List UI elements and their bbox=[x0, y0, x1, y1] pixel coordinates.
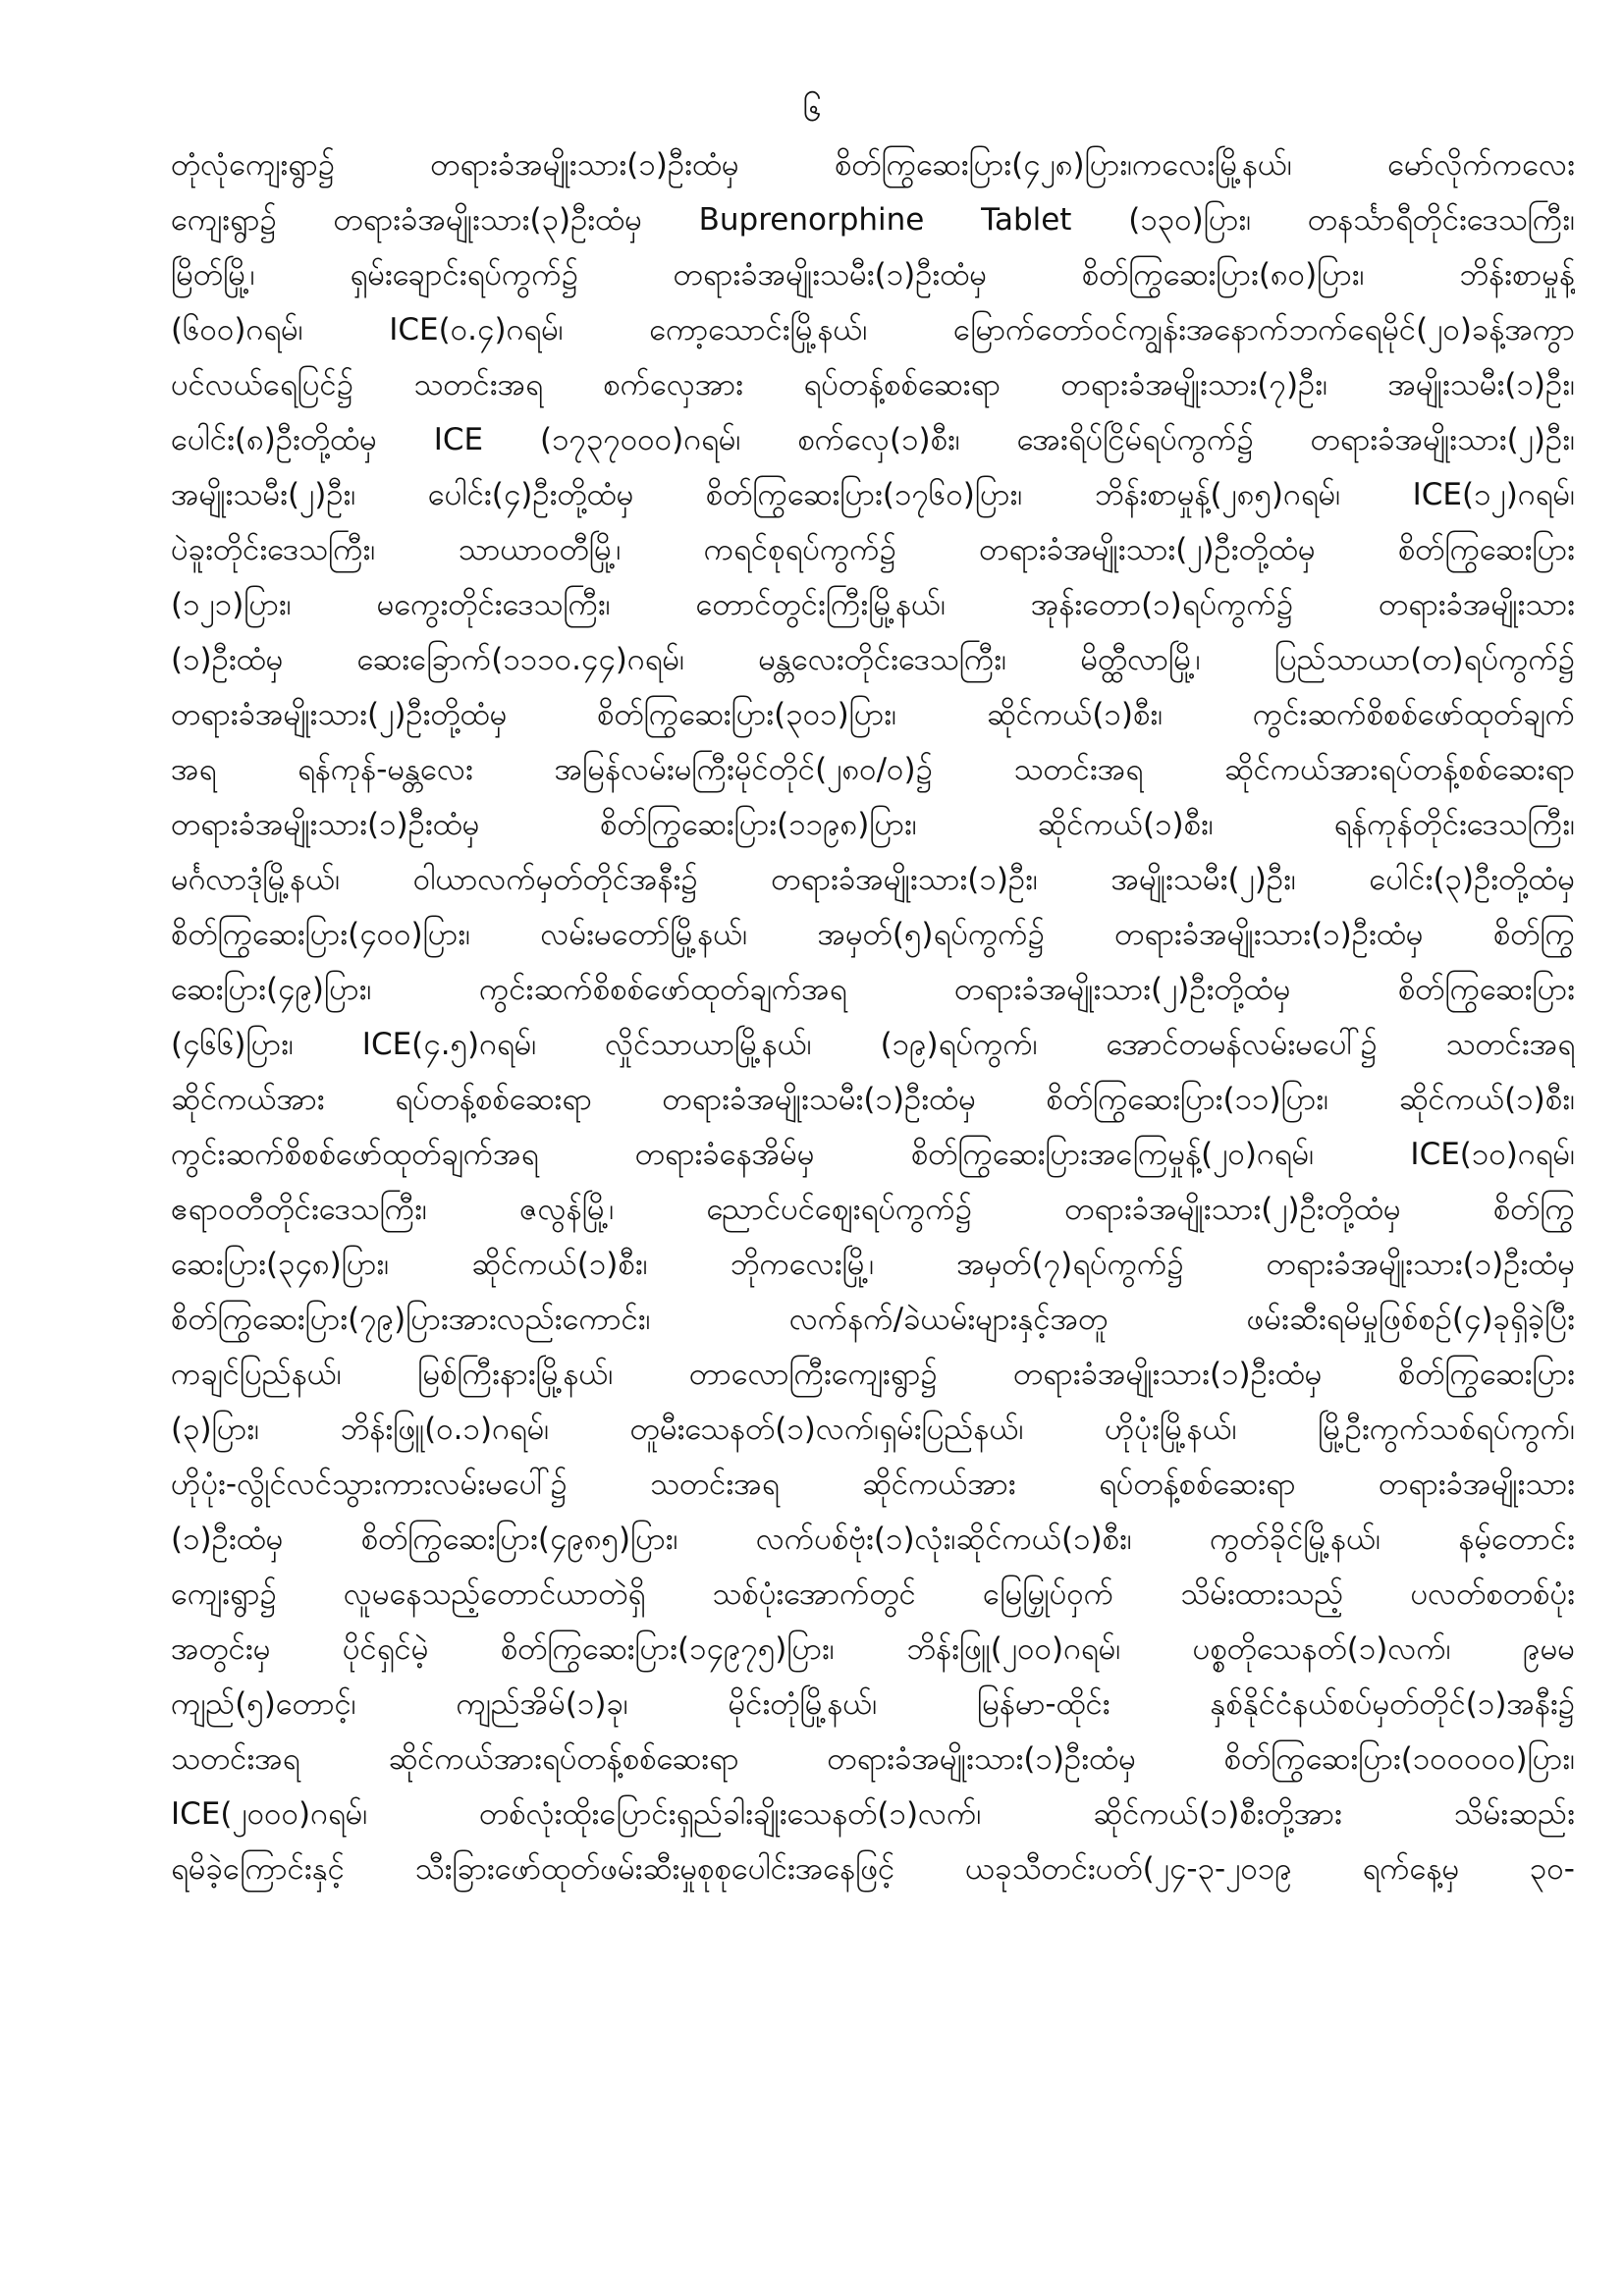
text-line: (၁၂၁)ပြား၊ မကွေးတိုင်းဒေသကြီး၊ တောင်တွင်းကြီးမြို့နယ်၊ အုန်းတော(၁)ရပ်ကွက်၌ တရားခံအမျိုးသား bbox=[171, 587, 1575, 622]
text-line: မင်္ဂလာဒုံမြို့နယ်၊ ဝါယာလက်မှတ်တိုင်အနီး၌ တရားခံအမျိုးသား(၁)ဦး၊ အမျိုးသမီး(၂)ဦး၊ ပေါင်း(၃)ဦးတို့ထံမှ bbox=[171, 862, 1575, 897]
page-number: ၆ bbox=[802, 90, 822, 130]
text-line: ပေါင်း(၈)ဦးတို့ထံမှ ICE (၁၇၃၇၀၀၀)ဂရမ်၊ စက်လှေ(၁)စီး၊ အေးရိပ်ငြိမ်ရပ်ကွက်၌ တရားခံအမျိုးသား(၂)ဦး၊ bbox=[171, 422, 1575, 457]
text-line: (၆၀၀)ဂရမ်၊ ICE(၀.၄)ဂရမ်၊ ကော့သောင်းမြို့နယ်၊ မြောက်တော်ဝင်ကျွန်းအနောက်ဘက်ရေမိုင်(၂၀)ခန့်အကွာ bbox=[171, 312, 1575, 347]
text-line: ကျည်(၅)တောင့်၊ ကျည်အိမ်(၁)ခု၊ မိုင်းတုံမြို့နယ်၊ မြန်မာ-ထိုင်း နှစ်နိုင်ငံနယ်စပ်မှတ်တိုင်(၁)အနီး၌ bbox=[171, 1686, 1575, 1722]
text-line: ပင်လယ်ရေပြင်၌ သတင်းအရ စက်လှေအား ရပ်တန့်စစ်ဆေးရာ တရားခံအမျိုးသား(၇)ဦး၊ အမျိုးသမီး(၁)ဦး၊ bbox=[171, 367, 1575, 402]
text-line: ကျေးရွာ၌ လူမနေသည့်တောင်ယာတဲရှိ သစ်ပုံးအောက်တွင် မြေမြှုပ်ဝှက် သိမ်းထားသည့် ပလတ်စတစ်ပုံး bbox=[171, 1576, 1575, 1612]
text-line: ICE(၂၀၀၀)ဂရမ်၊ တစ်လုံးထိုးပြောင်းရှည်ခါးချိုးသေနတ်(၁)လက်၊ ဆိုင်ကယ်(၁)စီးတို့အား သိမ်းဆည်း bbox=[171, 1796, 1575, 1832]
text-line: ကချင်ပြည်နယ်၊ မြစ်ကြီးနားမြို့နယ်၊ တာလောကြီးကျေးရွာ၌ တရားခံအမျိုးသား(၁)ဦးထံမှ စိတ်ကြွဆေးပြား bbox=[171, 1357, 1575, 1392]
text-line: ကျေးရွာ၌ တရားခံအမျိုးသား(၃)ဦးထံမှ Buprenorphine Tablet (၁၃၀)ပြား၊ တနင်္သာရီတိုင်းဒေသကြီး၊ bbox=[171, 202, 1575, 238]
text-line: (၄၆၆)ပြား၊ ICE(၄.၅)ဂရမ်၊ လှိုင်သာယာမြို့နယ်၊ (၁၉)ရပ်ကွက်၊ အောင်တမန်လမ်းမပေါ်၌ သတင်းအရ bbox=[171, 1027, 1575, 1062]
text-line: ဆေးပြား(၃၄၈)ပြား၊ ဆိုင်ကယ်(၁)စီး၊ ဘိုကလေးမြို့၊ အမှတ်(၇)ရပ်ကွက်၌ တရားခံအမျိုးသား(၁)ဦးထံမှ bbox=[171, 1247, 1575, 1282]
text-line: အတွင်းမှ ပိုင်ရှင်မဲ့ စိတ်ကြွဆေးပြား(၁၄၉၇၅)ပြား၊ ဘိန်းဖြူ(၂၀၀)ဂရမ်၊ ပစ္စတိုသေနတ်(၁)လက်၊ ၉မမ bbox=[171, 1631, 1575, 1667]
text-line: သတင်းအရ ဆိုင်ကယ်အားရပ်တန့်စစ်ဆေးရာ တရားခံအမျိုးသား(၁)ဦးထံမှ စိတ်ကြွဆေးပြား(၁၀၀၀၀၀)ပြား၊ bbox=[171, 1741, 1575, 1777]
body-paragraph bbox=[171, 137, 1575, 1896]
text-line: ဆိုင်ကယ်အား ရပ်တန့်စစ်ဆေးရာ တရားခံအမျိုးသမီး(၁)ဦးထံမှ စိတ်ကြွဆေးပြား(၁၁)ပြား၊ ဆိုင်ကယ်(၁)စီး၊ bbox=[171, 1082, 1575, 1117]
text-line: (၁)ဦးထံမှ စိတ်ကြွဆေးပြား(၄၉၈၅)ပြား၊ လက်ပစ်ဗုံး(၁)လုံး၊ဆိုင်ကယ်(၁)စီး၊ ကွတ်ခိုင်မြို့နယ်၊ နမ့်တောင်း bbox=[171, 1522, 1575, 1557]
text-line: တရားခံအမျိုးသား(၂)ဦးတို့ထံမှ စိတ်ကြွဆေးပြား(၃၀၁)ပြား၊ ဆိုင်ကယ်(၁)စီး၊ ကွင်းဆက်စိစစ်ဖော်ထုတ်ချက် bbox=[171, 697, 1575, 732]
text-line: အမျိုးသမီး(၂)ဦး၊ ပေါင်း(၄)ဦးတို့ထံမှ စိတ်ကြွဆေးပြား(၁၇၆၀)ပြား၊ ဘိန်းစာမှုန့်(၂၈၅)ဂရမ်၊ ICE(၁၂)ဂရမ်၊ bbox=[171, 477, 1575, 512]
text-line: (၃)ပြား၊ ဘိန်းဖြူ(၀.၁)ဂရမ်၊ တူမီးသေနတ်(၁)လက်၊ရှမ်းပြည်နယ်၊ ဟိုပုံးမြို့နယ်၊ မြို့ဦးကွက်သစ်ရပ်ကွက်၊ bbox=[171, 1412, 1575, 1447]
text-line: ဆေးပြား(၄၉)ပြား၊ ကွင်းဆက်စိစစ်ဖော်ထုတ်ချက်အရ တရားခံအမျိုးသား(၂)ဦးတို့ထံမှ စိတ်ကြွဆေးပြား bbox=[171, 972, 1575, 1007]
text-line: ရမိခဲ့ကြောင်းနှင့် သီးခြားဖော်ထုတ်ဖမ်းဆီးမှုစုစုပေါင်းအနေဖြင့် ယခုသီတင်းပတ်(၂၄-၃-၂၀၁၉ ရက်နေ့မှ ၃၀- bbox=[171, 1851, 1575, 1887]
text-line: တုံလုံကျေးရွာ၌ တရားခံအမျိုးသား(၁)ဦးထံမှ စိတ်ကြွဆေးပြား(၄၂၈)ပြား၊ကလေးမြို့နယ်၊ မော်လိုက်ကလေး bbox=[171, 147, 1575, 183]
text-line: စိတ်ကြွဆေးပြား(၇၉)ပြားအားလည်းကောင်း၊ လက်နက်/ခဲယမ်းများနှင့်အတူ ဖမ်းဆီးရမိမှုဖြစ်စဉ်(၄)ခုရှိခဲ့ပြီး bbox=[171, 1302, 1575, 1337]
text-line: စိတ်ကြွဆေးပြား(၄၀၀)ပြား၊ လမ်းမတော်မြို့နယ်၊ အမှတ်(၅)ရပ်ကွက်၌ တရားခံအမျိုးသား(၁)ဦးထံမှ စိတ်ကြွ bbox=[171, 917, 1575, 952]
text-line: မြိတ်မြို့၊ ရှမ်းချောင်းရပ်ကွက်၌ တရားခံအမျိုးသမီး(၁)ဦးထံမှ စိတ်ကြွဆေးပြား(၈၀)ပြား၊ ဘိန်းစာမှုန့် bbox=[171, 257, 1575, 293]
text-line: (၁)ဦးထံမှ ဆေးခြောက်(၁၁၁၀.၄၄)ဂရမ်၊ မန္တလေးတိုင်းဒေသကြီး၊ မိတ္ထီလာမြို့၊ ပြည်သာယာ(တ)ရပ်ကွက်၌ bbox=[171, 642, 1575, 677]
text-line: ကွင်းဆက်စိစစ်ဖော်ထုတ်ချက်အရ တရားခံနေအိမ်မှ စိတ်ကြွဆေးပြားအကြေမှုန့်(၂၀)ဂရမ်၊ ICE(၁၀)ဂရမ်၊ bbox=[171, 1137, 1575, 1172]
text-line: ပဲခူးတိုင်းဒေသကြီး၊ သာယာဝတီမြို့၊ ကရင်စုရပ်ကွက်၌ တရားခံအမျိုးသား(၂)ဦးတို့ထံမှ စိတ်ကြွဆေးပြား bbox=[171, 532, 1575, 567]
text-line: ဧရာဝတီတိုင်းဒေသကြီး၊ ဇလွန်မြို့၊ ညောင်ပင်ဈေးရပ်ကွက်၌ တရားခံအမျိုးသား(၂)ဦးတို့ထံမှ စိတ်ကြွ bbox=[171, 1192, 1575, 1227]
text-line: တရားခံအမျိုးသား(၁)ဦးထံမှ စိတ်ကြွဆေးပြား(၁၁၉၈)ပြား၊ ဆိုင်ကယ်(၁)စီး၊ ရန်ကုန်တိုင်းဒေသကြီး၊ bbox=[171, 807, 1575, 842]
text-line: ဟိုပုံး-လွိုင်လင်သွားကားလမ်းမပေါ်၌ သတင်းအရ ဆိုင်ကယ်အား ရပ်တန့်စစ်ဆေးရာ တရားခံအမျိုးသား bbox=[171, 1467, 1575, 1502]
text-line: အရ ရန်ကုန်-မန္တလေး အမြန်လမ်းမကြီးမိုင်တိုင်(၂၈၀/၀)၌ သတင်းအရ ဆိုင်ကယ်အားရပ်တန့်စစ်ဆေးရာ bbox=[171, 752, 1575, 787]
